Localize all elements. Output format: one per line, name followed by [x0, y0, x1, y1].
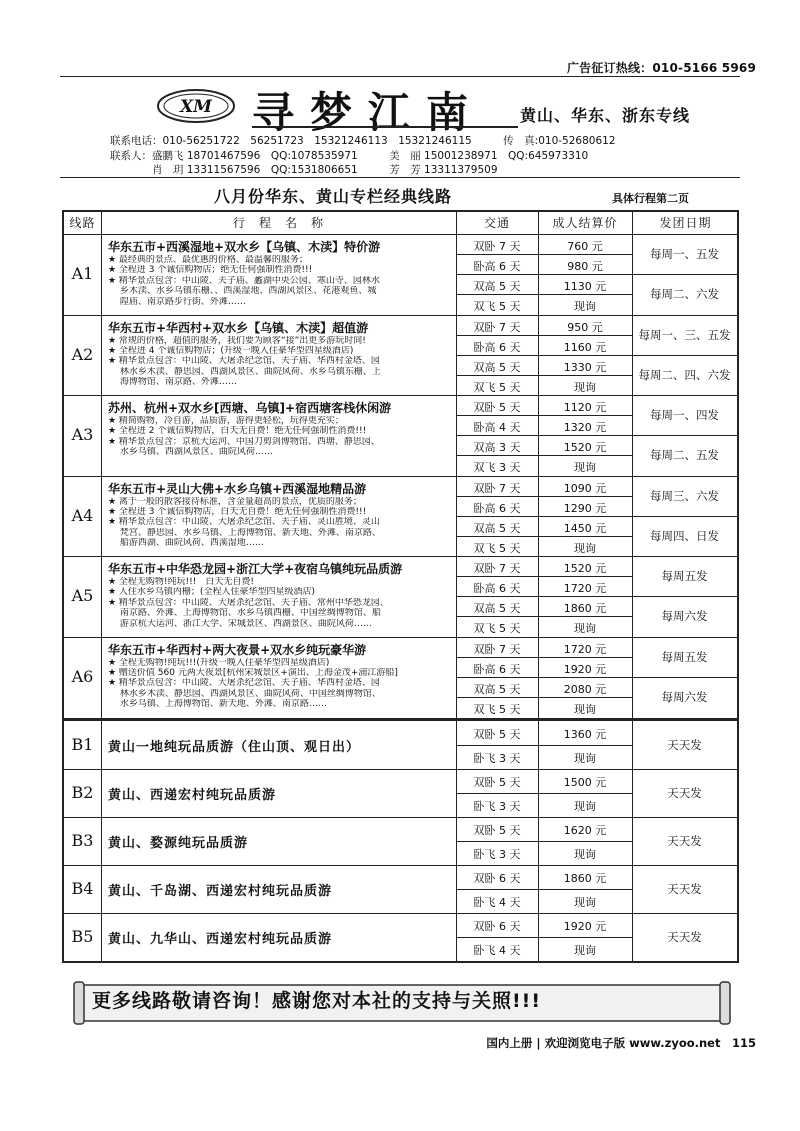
cell-divider [456, 657, 632, 658]
transport-mode: 双飞 5 天 [473, 702, 521, 716]
highlight-line: ★ 全程无购物!纯玩!!!(升级一晚入住豪华型四星级酒店) [108, 657, 330, 668]
transport-mode: 双高 5 天 [473, 602, 521, 616]
route-code: A3 [71, 425, 94, 445]
route-code: A4 [71, 505, 94, 525]
highlight-line: ★ 全程进 3 个诚信购物店，白天无自费！绝无任何强制性消费!!! [108, 506, 367, 517]
adult-price: 1290 元 [563, 501, 607, 515]
highlight-line: 游京杭大运河、浙江大学、宋城景区、西湖景区、曲院风荷…… [108, 618, 372, 629]
adult-price: 现询 [574, 300, 596, 314]
transport-mode: 双卧 7 天 [473, 642, 521, 656]
departure-days: 天天发 [667, 882, 702, 896]
adult-price: 现询 [574, 622, 596, 636]
route-title: 华东五市+中华恐龙园+浙江大学+夜宿乌镇纯玩品质游 [108, 562, 403, 576]
header-departure: 发团日期 [632, 212, 739, 235]
adult-price: 1330 元 [563, 360, 607, 374]
route-highlights [108, 255, 448, 307]
route-code: A2 [71, 344, 94, 364]
highlight-line: ★ 精华景点包含：中山陵、大屠杀纪念馆、夫子庙、华西村金塔、园 [108, 356, 380, 367]
adult-price: 1160 元 [563, 340, 607, 354]
cell-divider [456, 496, 632, 497]
transport-mode: 卧高 6 天 [473, 501, 521, 515]
departure-days: 每周一、四发 [650, 408, 719, 423]
transport-mode: 卧飞 3 天 [473, 752, 521, 765]
departure-days: 天天发 [667, 930, 702, 944]
highlight-line: 船游西湖、曲院风荷、西溪湿地…… [108, 538, 264, 549]
highlight-line: 海博物馆、南京路、外滩…… [108, 377, 237, 388]
cell-divider [456, 677, 632, 678]
route-code: A1 [71, 264, 94, 284]
transport-mode: 双飞 5 天 [473, 300, 521, 314]
routes-table [62, 210, 739, 963]
adult-price: 1920 元 [563, 920, 607, 933]
brand-name: 寻梦江南 [252, 88, 485, 137]
adult-price: 1120 元 [563, 401, 607, 414]
transport-mode: 双高 5 天 [473, 360, 521, 374]
cell-divider [456, 274, 632, 275]
route-divider [64, 769, 739, 770]
adult-price: 现询 [574, 702, 596, 716]
highlight-line: ★ 精华景点包含：中山陵、大屠杀纪念馆、夫子庙、常州中华恐龙园、 [108, 597, 389, 608]
route-highlights [108, 658, 448, 710]
adult-price: 现询 [574, 541, 596, 555]
cell-divider [456, 355, 632, 356]
adult-price: 1860 元 [563, 872, 607, 885]
cell-divider [456, 616, 632, 617]
route-divider [64, 913, 739, 914]
adult-price: 1520 元 [563, 562, 607, 575]
highlight-line: 林水乡木渎、静思园、西湖风景区、曲院风荷、中国丝绸博物馆、 [108, 688, 381, 699]
route-divider [64, 637, 739, 638]
cell-divider [456, 536, 632, 537]
adult-price: 1450 元 [563, 521, 607, 535]
section-divider [64, 718, 739, 721]
route-divider [64, 556, 739, 557]
contact-rule [60, 177, 740, 178]
contact-line: 肖 玥 13311567596 QQ:1531806651 芳 芳 13311379509 [110, 164, 498, 176]
transport-mode: 双高 3 天 [473, 441, 521, 455]
page-footer: 国内上册 | 欢迎浏览电子版 www.zyoo.net 115 [486, 1036, 756, 1050]
cell-divider [456, 889, 632, 890]
adult-price: 现询 [574, 848, 596, 861]
transport-mode: 双卧 6 天 [473, 920, 521, 933]
departure-days: 天天发 [667, 834, 702, 848]
departure-days: 每周五发 [661, 569, 708, 584]
transport-mode: 双卧 6 天 [473, 872, 521, 885]
route-title: 黄山、千岛湖、西递宏村纯玩品质游 [108, 884, 333, 899]
departure-days: 每周三、六发 [650, 488, 719, 503]
adult-price: 现询 [574, 380, 596, 394]
transport-mode: 卧高 6 天 [473, 582, 521, 596]
adult-price: 1720 元 [563, 642, 607, 656]
transport-mode: 卧飞 4 天 [473, 944, 521, 957]
departure-days: 每周六发 [661, 689, 708, 704]
ad-hotline: 广告征订热线：010-5166 5969 [566, 61, 756, 75]
highlight-line: ★ 常规的价格，超值的服务，我们要为顾客“接”出更多游玩时间! [108, 335, 366, 346]
column-divider [101, 212, 102, 961]
departure-days: 每周五发 [661, 649, 708, 664]
adult-price: 1320 元 [563, 421, 607, 435]
brand-underline [252, 126, 518, 128]
route-code: B3 [71, 831, 94, 850]
route-title: 黄山、婺源纯玩品质游 [108, 836, 249, 851]
transport-mode: 双卧 7 天 [473, 320, 521, 334]
route-title: 华东五市+华西村+双水乡【乌镇、木渎】超值游 [108, 320, 369, 335]
adult-price: 现询 [574, 944, 596, 957]
highlight-line: 梵宫、静思园、水乡乌镇、上海博物馆、新天地、外滩、南京路、 [108, 527, 381, 538]
cell-divider [456, 435, 632, 436]
highlight-line: ★ 赠送价值 560 元两大夜景[杭州宋城景区+演出、上海金茂+浦江游船] [108, 667, 398, 678]
highlight-line: ★ 精华景点包含：中山陵、大屠杀纪念馆、夫子庙、华西村金塔、园 [108, 678, 380, 689]
transport-mode: 双卧 7 天 [473, 481, 521, 495]
transport-mode: 双飞 5 天 [473, 541, 521, 555]
cell-divider [456, 793, 632, 794]
departure-days: 每周四、日发 [650, 528, 719, 543]
detail-note: 具体行程第二页 [612, 192, 689, 205]
cell-divider [632, 677, 739, 678]
adult-price: 1920 元 [563, 662, 607, 676]
adult-price: 1130 元 [563, 280, 607, 294]
cell-divider [456, 745, 632, 746]
highlight-line: ★ 全程进 4 个诚信购物店；(升级一晚入住豪华型四星级酒店) [108, 345, 354, 356]
cell-divider [456, 697, 632, 698]
departure-days: 天天发 [667, 738, 702, 752]
highlight-line: ★ 精华景点包含：中山陵、大屠杀纪念馆、夫子庙、灵山胜境、灵山 [108, 517, 380, 528]
adult-price: 980 元 [567, 260, 603, 274]
departure-days: 每周二、五发 [650, 448, 719, 463]
route-title: 黄山、九华山、西递宏村纯玩品质游 [108, 932, 333, 947]
highlight-line: 隍庙、南京路步行街、外滩…… [108, 296, 246, 307]
transport-mode: 卧飞 4 天 [473, 896, 521, 909]
route-title: 华东五市+华西村+两大夜景+双水乡纯玩豪华游 [108, 642, 367, 657]
cell-divider [456, 576, 632, 577]
route-code: B1 [71, 735, 94, 754]
adult-price: 1720 元 [563, 582, 607, 596]
route-highlights [108, 577, 448, 629]
route-highlights [108, 497, 448, 549]
adult-price: 现询 [574, 461, 596, 475]
transport-mode: 双卧 5 天 [473, 776, 521, 789]
contact-line: 联系人：盛鹏飞 18701467596 QQ:1078535971 美 丽 15001238971 QQ:645973310 [110, 150, 589, 162]
transport-mode: 双高 5 天 [473, 521, 521, 535]
route-code: B2 [71, 783, 94, 802]
highlight-line: 水乡乌镇、西湖风景区、曲院风荷…… [108, 447, 273, 458]
cell-divider [456, 415, 632, 416]
transport-mode: 双卧 7 天 [473, 240, 521, 253]
banner-text: 更多线路敬请咨询！感谢您对本社的支持与关照!!! [92, 990, 541, 1012]
header-route: 线路 [64, 212, 101, 235]
departure-days: 每周二、四、六发 [638, 367, 731, 382]
transport-mode: 卧飞 3 天 [473, 800, 521, 813]
transport-mode: 双卧 5 天 [473, 728, 521, 741]
route-title: 黄山、西递宏村纯玩品质游 [108, 788, 277, 803]
highlight-line: ★ 全程进 3 个诚信购物店；绝无任何强制性消费!!! [108, 265, 313, 276]
transport-mode: 卧飞 3 天 [473, 848, 521, 861]
adult-price: 760 元 [567, 240, 603, 253]
highlight-line: ★ 精华景点包含：京杭大运河、中国刀剪剑博物馆、西塘、静思园、 [108, 436, 380, 447]
transport-mode: 双高 5 天 [473, 682, 521, 696]
departure-days: 每周一、五发 [650, 247, 719, 262]
transport-mode: 双飞 5 天 [473, 622, 521, 636]
cell-divider [632, 274, 739, 275]
adult-price: 2080 元 [563, 682, 607, 696]
transport-mode: 双飞 5 天 [473, 380, 521, 394]
route-divider [64, 476, 739, 477]
cell-divider [456, 841, 632, 842]
highlight-line: ★ 全程无购物!纯玩!!! 白天无自费! [108, 577, 254, 587]
cell-divider [456, 375, 632, 376]
route-divider [64, 817, 739, 818]
cell-divider [632, 516, 739, 517]
highlight-line: 林水乡木渎、静思园、西湖风景区、曲院风荷、水乡乌镇东栅、上 [108, 366, 381, 377]
route-title: 华东五市+灵山大佛+水乡乌镇+西溪湿地精品游 [108, 481, 367, 496]
route-highlights [108, 416, 448, 458]
cell-divider [456, 294, 632, 295]
route-code: B4 [71, 879, 94, 898]
transport-mode: 卧高 4 天 [473, 421, 521, 435]
highlight-line: ★ 最经典的景点、最优惠的价格、最温馨的服务； [108, 255, 308, 265]
departure-days: 天天发 [667, 786, 702, 800]
logo-text: XM [179, 97, 213, 117]
route-divider [64, 865, 739, 866]
adult-price: 1520 元 [563, 441, 607, 455]
adult-price: 1860 元 [563, 602, 607, 616]
adult-price: 1500 元 [563, 776, 607, 789]
transport-mode: 卧高 6 天 [473, 340, 521, 354]
highlight-line: 南京路、外滩、上海博物馆、水乡乌镇西栅、中国丝绸博物馆、船 [108, 608, 381, 619]
transport-mode: 双卧 5 天 [473, 401, 521, 414]
section-title: 八月份华东、黄山专栏经典线路 [214, 187, 453, 206]
brand-subtitle: 黄山、华东、浙东专线 [520, 106, 691, 125]
cell-divider [632, 435, 739, 436]
route-code: A6 [71, 666, 94, 686]
route-title: 黄山一地纯玩品质游（住山顶、观日出） [108, 740, 361, 755]
cell-divider [456, 455, 632, 456]
adult-price: 950 元 [567, 320, 603, 334]
cell-divider [456, 516, 632, 517]
header-itinerary: 行 程 名 称 [101, 212, 456, 235]
transport-mode: 双卧 7 天 [473, 562, 521, 575]
transport-mode: 卧高 6 天 [473, 260, 521, 274]
cell-divider [456, 254, 632, 255]
route-title: 华东五市+西溪湿地+双水乡【乌镇、木渎】特价游 [108, 240, 381, 254]
contact-line: 联系电话：010-56251722 56251723 15321246113 15321246115 传 真:010-52680612 [110, 135, 616, 147]
departure-days: 每周一、三、五发 [638, 327, 731, 342]
highlight-line: 乡木渎、水乡乌镇东栅、、西溪湿地、西湖风景区、花港观鱼、城 [108, 286, 377, 297]
adult-price: 现询 [574, 896, 596, 909]
cell-divider [456, 596, 632, 597]
route-code: A5 [71, 586, 94, 606]
highlight-line: ★ 精华景点包含：中山陵、夫子庙、蠡湖中央公园、寒山寺、园林水 [108, 275, 380, 286]
highlight-line: ★ 离于一般的散客接待标准，含金量超高的景点，优质的服务； [108, 496, 362, 507]
cell-divider [632, 355, 739, 356]
route-divider [64, 315, 739, 316]
cell-divider [456, 937, 632, 938]
highlight-line: ★ 精简购物，冷自游，品质游，游得更轻松，玩得更充实； [108, 416, 344, 426]
transport-mode: 双高 5 天 [473, 280, 521, 294]
transport-mode: 卧高 6 天 [473, 662, 521, 676]
highlight-line: ★ 全程进 2 个诚信购物店，白天无自费！绝无任何强制性消费!!! [108, 426, 367, 437]
header-rule [60, 76, 740, 77]
transport-mode: 双飞 3 天 [473, 461, 521, 475]
highlight-line: 水乡乌镇、上海博物馆、新天地、外滩、南京路…… [108, 699, 327, 710]
highlight-line: ★ 入住水乡乌镇内栅；(全程入住豪华型四星级酒店) [108, 587, 315, 598]
cell-divider [456, 335, 632, 336]
adult-price: 现询 [574, 800, 596, 813]
adult-price: 1090 元 [563, 481, 607, 495]
cell-divider [632, 596, 739, 597]
adult-price: 现询 [574, 752, 596, 765]
xm-logo-icon [156, 88, 236, 124]
route-title: 苏州、杭州+双水乡[西塘、乌镇]+宿西塘客栈休闲游 [108, 401, 392, 415]
route-divider [64, 395, 739, 396]
departure-days: 每周二、六发 [650, 287, 719, 302]
departure-days: 每周六发 [661, 609, 708, 624]
adult-price: 1360 元 [563, 728, 607, 741]
header-price: 成人结算价 [538, 212, 632, 235]
header-transport: 交通 [456, 212, 538, 235]
route-code: B5 [71, 927, 94, 946]
transport-mode: 双卧 5 天 [473, 824, 521, 837]
adult-price: 1620 元 [563, 824, 607, 837]
route-highlights [108, 336, 448, 388]
